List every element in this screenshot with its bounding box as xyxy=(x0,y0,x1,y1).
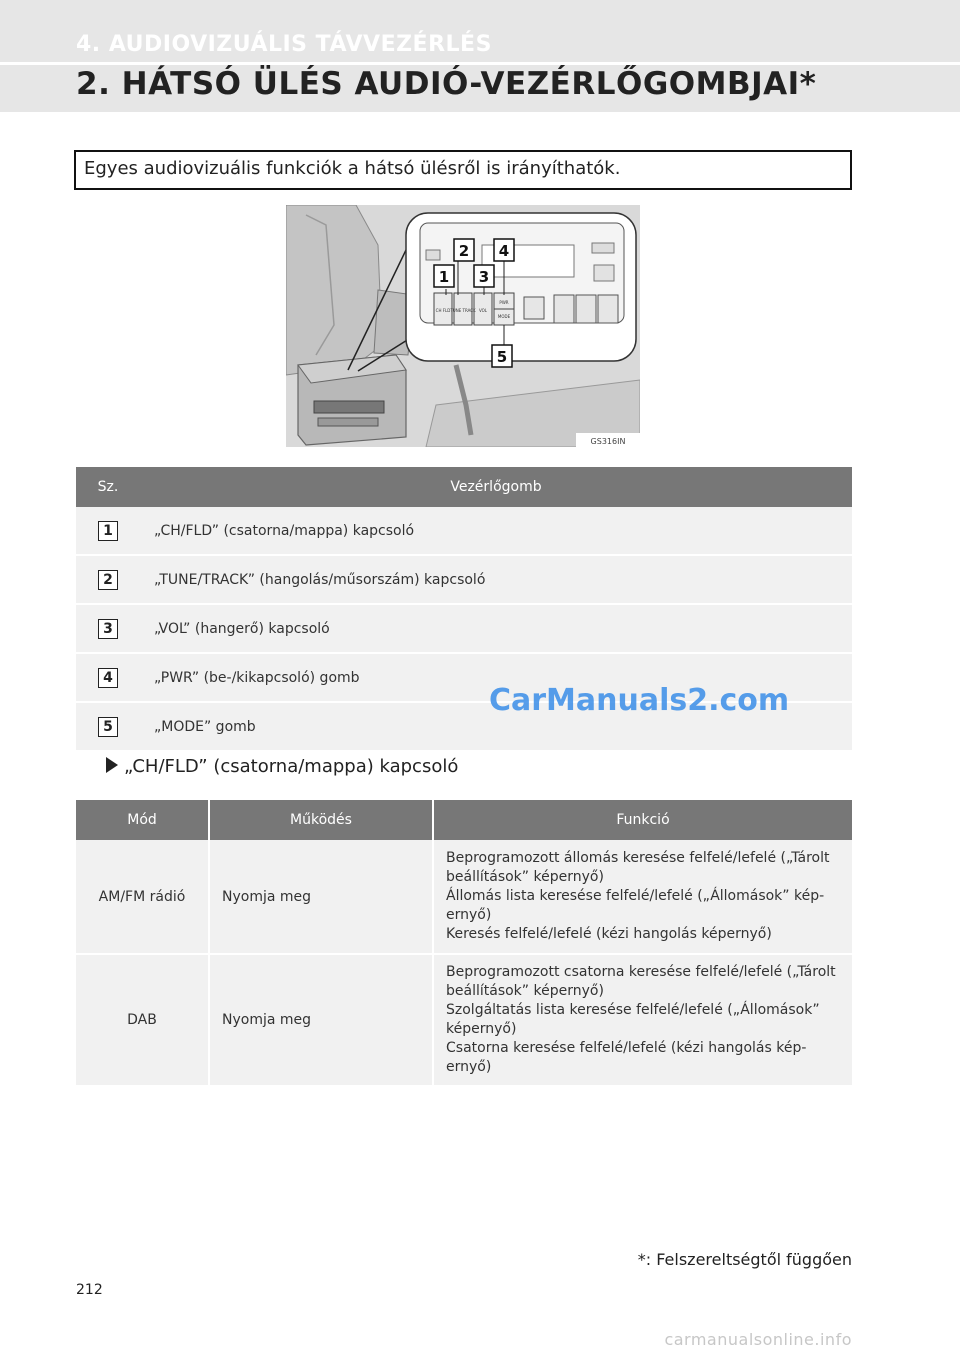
function-line: Szolgáltatás lista keresése felfelé/lefelé („Állomások” xyxy=(446,1002,820,1018)
callout-2: 2 xyxy=(458,242,470,260)
footnote: *: Felszereltségtől függően xyxy=(637,1250,852,1269)
function-line: ernyő) xyxy=(446,907,492,923)
control-label: „TUNE/TRACK” (hangolás/műsorszám) kapcsoló xyxy=(140,555,852,604)
page-number: 212 xyxy=(76,1282,103,1298)
rear-console-drawing xyxy=(286,205,640,447)
mode-cell: DAB xyxy=(76,954,209,1086)
intro-text: Egyes audiovizuális funkciók a hátsó ülésről is irányíthatók. xyxy=(84,158,621,179)
row-number-badge: 2 xyxy=(98,570,118,590)
control-label: „VOL” (hangerő) kapcsoló xyxy=(140,604,852,653)
mode-header-function: Funkció xyxy=(433,800,852,840)
panel-label-ch-fld: CH FLD xyxy=(435,308,451,313)
subheading-text: „CH/FLD” (csatorna/mappa) kapcsoló xyxy=(124,756,459,777)
function-line: ernyő) xyxy=(446,1059,492,1075)
header-divider xyxy=(0,62,960,65)
panel-label-tune-track: TUNE TRACK xyxy=(450,308,476,313)
function-line: beállítások” képernyő) xyxy=(446,983,604,999)
function-cell xyxy=(433,954,852,1086)
table-row xyxy=(76,954,852,1086)
section-title: 4. AUDIOVIZUÁLIS TÁVVEZÉRLÉS xyxy=(76,32,492,57)
action-cell: Nyomja meg xyxy=(209,840,433,954)
site-watermark-strip xyxy=(0,1330,960,1352)
panel-label-mode: MODE xyxy=(497,314,511,319)
subheading xyxy=(106,756,458,777)
callout-1: 1 xyxy=(438,268,450,286)
control-label: „PWR” (be-/kikapcsoló) gomb xyxy=(140,653,852,702)
function-line: Beprogramozott állomás keresése felfelé/lefelé („Tárolt xyxy=(446,850,830,866)
row-number-badge: 3 xyxy=(98,619,118,639)
row-number-badge: 5 xyxy=(98,717,118,737)
callout-3: 3 xyxy=(478,268,490,286)
table-row xyxy=(76,840,852,954)
triangle-bullet-icon xyxy=(106,757,118,773)
watermark: CarManuals2.com xyxy=(489,683,790,718)
figure-code: GS316IN xyxy=(590,437,626,446)
function-line: Keresés felfelé/lefelé (kézi hangolás képernyő) xyxy=(446,926,772,942)
intro-box xyxy=(74,150,852,190)
table-row xyxy=(76,555,852,604)
action-cell: Nyomja meg xyxy=(209,954,433,1086)
function-line: beállítások” képernyő) xyxy=(446,869,604,885)
function-line: Beprogramozott csatorna keresése felfelé/lefelé („Tárolt xyxy=(446,964,836,980)
function-cell xyxy=(433,840,852,954)
panel-label-pwr: PWR xyxy=(499,300,509,305)
function-line: Csatorna keresése felfelé/lefelé (kézi hangolás kép- xyxy=(446,1040,807,1056)
page-header xyxy=(0,0,960,112)
controls-header-control: Vezérlőgomb xyxy=(140,467,852,507)
function-line: képernyő) xyxy=(446,1021,517,1037)
row-number-badge: 1 xyxy=(98,521,118,541)
table-row xyxy=(76,604,852,653)
rear-seat-illustration xyxy=(286,205,640,447)
page-title: 2. HÁTSÓ ÜLÉS AUDIÓ-VEZÉRLŐGOMBJAI* xyxy=(76,66,817,102)
row-number-badge: 4 xyxy=(98,668,118,688)
callout-5: 5 xyxy=(496,348,508,366)
control-label: „MODE” gomb xyxy=(140,702,852,751)
mode-cell: AM/FM rádió xyxy=(76,840,209,954)
table-row xyxy=(76,507,852,555)
controls-header-num: Sz. xyxy=(76,467,140,507)
function-line: Állomás lista keresése felfelé/lefelé („Állomások” kép- xyxy=(446,888,825,904)
panel-label-vol: VOL xyxy=(478,308,488,313)
callout-4: 4 xyxy=(498,242,510,260)
control-label: „CH/FLD” (csatorna/mappa) kapcsoló xyxy=(140,507,852,555)
mode-header-action: Működés xyxy=(209,800,433,840)
mode-table xyxy=(76,800,852,1087)
mode-header-mode: Mód xyxy=(76,800,209,840)
site-watermark: carmanualsonline.info xyxy=(664,1330,852,1349)
